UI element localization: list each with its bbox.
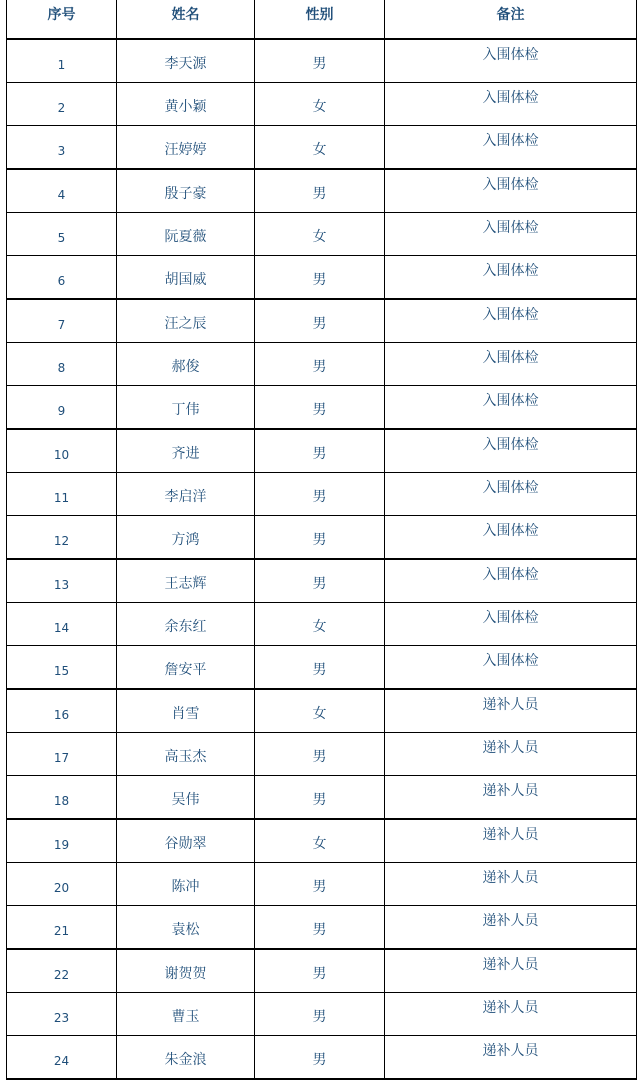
table-row xyxy=(7,386,637,430)
header-serial-number: 序号 xyxy=(7,0,117,39)
header-name: 姓名 xyxy=(117,0,255,39)
table-row xyxy=(7,949,637,993)
cell-gender: 女 xyxy=(255,126,385,170)
cell-serial-number: 6 xyxy=(7,256,117,300)
cell-note: 入围体检 xyxy=(385,603,637,646)
cell-serial-number: 2 xyxy=(7,83,117,126)
cell-gender: 男 xyxy=(255,516,385,560)
table-row xyxy=(7,993,637,1036)
cell-name: 汪婷婷 xyxy=(117,126,255,170)
cell-serial-number: 21 xyxy=(7,906,117,950)
cell-serial-number: 23 xyxy=(7,993,117,1036)
cell-note: 入围体检 xyxy=(385,646,637,690)
table-row xyxy=(7,429,637,473)
cell-note: 入围体检 xyxy=(385,299,637,343)
cell-note: 递补人员 xyxy=(385,863,637,906)
cell-name: 谷勋翠 xyxy=(117,819,255,863)
cell-name: 吴伟 xyxy=(117,776,255,820)
cell-gender: 男 xyxy=(255,993,385,1036)
cell-serial-number: 20 xyxy=(7,863,117,906)
table-row xyxy=(7,299,637,343)
table-row xyxy=(7,39,637,83)
cell-note: 递补人员 xyxy=(385,993,637,1036)
cell-name: 肖雪 xyxy=(117,689,255,733)
cell-gender: 女 xyxy=(255,819,385,863)
cell-name: 詹安平 xyxy=(117,646,255,690)
table-body xyxy=(7,39,637,1079)
cell-note: 递补人员 xyxy=(385,906,637,950)
cell-gender: 女 xyxy=(255,689,385,733)
cell-note: 入围体检 xyxy=(385,559,637,603)
table-row xyxy=(7,256,637,300)
cell-serial-number: 18 xyxy=(7,776,117,820)
cell-serial-number: 9 xyxy=(7,386,117,430)
cell-note: 入围体检 xyxy=(385,256,637,300)
cell-note: 入围体检 xyxy=(385,126,637,170)
cell-gender: 男 xyxy=(255,386,385,430)
cell-name: 阮夏薇 xyxy=(117,213,255,256)
cell-serial-number: 13 xyxy=(7,559,117,603)
cell-name: 袁松 xyxy=(117,906,255,950)
cell-note: 入围体检 xyxy=(385,386,637,430)
cell-name: 李启洋 xyxy=(117,473,255,516)
cell-note: 递补人员 xyxy=(385,689,637,733)
table-row xyxy=(7,559,637,603)
cell-name: 郝俊 xyxy=(117,343,255,386)
cell-name: 汪之辰 xyxy=(117,299,255,343)
cell-name: 黄小颖 xyxy=(117,83,255,126)
cell-note: 递补人员 xyxy=(385,949,637,993)
table-row xyxy=(7,646,637,690)
cell-name: 方鸿 xyxy=(117,516,255,560)
cell-note: 入围体检 xyxy=(385,83,637,126)
table-row xyxy=(7,83,637,126)
cell-gender: 男 xyxy=(255,256,385,300)
table-row xyxy=(7,169,637,213)
cell-note: 入围体检 xyxy=(385,213,637,256)
cell-serial-number: 19 xyxy=(7,819,117,863)
cell-name: 谢贺贺 xyxy=(117,949,255,993)
cell-note: 入围体检 xyxy=(385,39,637,83)
cell-name: 丁伟 xyxy=(117,386,255,430)
cell-name: 胡国威 xyxy=(117,256,255,300)
cell-serial-number: 5 xyxy=(7,213,117,256)
cell-name: 余东红 xyxy=(117,603,255,646)
cell-gender: 男 xyxy=(255,39,385,83)
cell-serial-number: 14 xyxy=(7,603,117,646)
cell-gender: 男 xyxy=(255,863,385,906)
cell-name: 朱金浪 xyxy=(117,1036,255,1080)
cell-name: 陈冲 xyxy=(117,863,255,906)
cell-note: 递补人员 xyxy=(385,819,637,863)
table-row xyxy=(7,473,637,516)
cell-gender: 男 xyxy=(255,559,385,603)
cell-note: 入围体检 xyxy=(385,343,637,386)
table-row xyxy=(7,733,637,776)
cell-name: 曹玉 xyxy=(117,993,255,1036)
cell-serial-number: 12 xyxy=(7,516,117,560)
table-row xyxy=(7,516,637,560)
cell-serial-number: 15 xyxy=(7,646,117,690)
table-row xyxy=(7,126,637,170)
cell-serial-number: 24 xyxy=(7,1036,117,1080)
cell-name: 齐进 xyxy=(117,429,255,473)
table-row xyxy=(7,906,637,950)
cell-serial-number: 16 xyxy=(7,689,117,733)
header-row xyxy=(7,0,637,39)
cell-serial-number: 7 xyxy=(7,299,117,343)
cell-gender: 男 xyxy=(255,299,385,343)
table-row xyxy=(7,603,637,646)
cell-serial-number: 11 xyxy=(7,473,117,516)
cell-gender: 男 xyxy=(255,473,385,516)
cell-gender: 男 xyxy=(255,646,385,690)
cell-note: 递补人员 xyxy=(385,776,637,820)
cell-gender: 女 xyxy=(255,213,385,256)
roster-table xyxy=(6,0,637,1080)
cell-serial-number: 4 xyxy=(7,169,117,213)
cell-note: 入围体检 xyxy=(385,429,637,473)
cell-note: 入围体检 xyxy=(385,473,637,516)
cell-note: 入围体检 xyxy=(385,169,637,213)
cell-gender: 男 xyxy=(255,949,385,993)
cell-serial-number: 10 xyxy=(7,429,117,473)
table-row xyxy=(7,689,637,733)
cell-note: 递补人员 xyxy=(385,733,637,776)
cell-name: 李天源 xyxy=(117,39,255,83)
cell-note: 入围体检 xyxy=(385,516,637,560)
header-note: 备注 xyxy=(385,0,637,39)
cell-gender: 男 xyxy=(255,343,385,386)
cell-serial-number: 22 xyxy=(7,949,117,993)
cell-gender: 女 xyxy=(255,603,385,646)
table-row xyxy=(7,1036,637,1080)
cell-name: 高玉杰 xyxy=(117,733,255,776)
cell-gender: 男 xyxy=(255,906,385,950)
cell-name: 殷子豪 xyxy=(117,169,255,213)
table-row xyxy=(7,213,637,256)
table-row xyxy=(7,863,637,906)
cell-serial-number: 8 xyxy=(7,343,117,386)
cell-gender: 男 xyxy=(255,169,385,213)
table-row xyxy=(7,343,637,386)
cell-serial-number: 3 xyxy=(7,126,117,170)
table-row xyxy=(7,776,637,820)
header-gender: 性别 xyxy=(255,0,385,39)
table-row xyxy=(7,819,637,863)
cell-gender: 男 xyxy=(255,1036,385,1080)
cell-gender: 男 xyxy=(255,776,385,820)
cell-gender: 男 xyxy=(255,733,385,776)
cell-name: 王志辉 xyxy=(117,559,255,603)
cell-serial-number: 17 xyxy=(7,733,117,776)
cell-note: 递补人员 xyxy=(385,1036,637,1080)
cell-gender: 女 xyxy=(255,83,385,126)
cell-serial-number: 1 xyxy=(7,39,117,83)
cell-gender: 男 xyxy=(255,429,385,473)
table-header xyxy=(7,0,637,39)
